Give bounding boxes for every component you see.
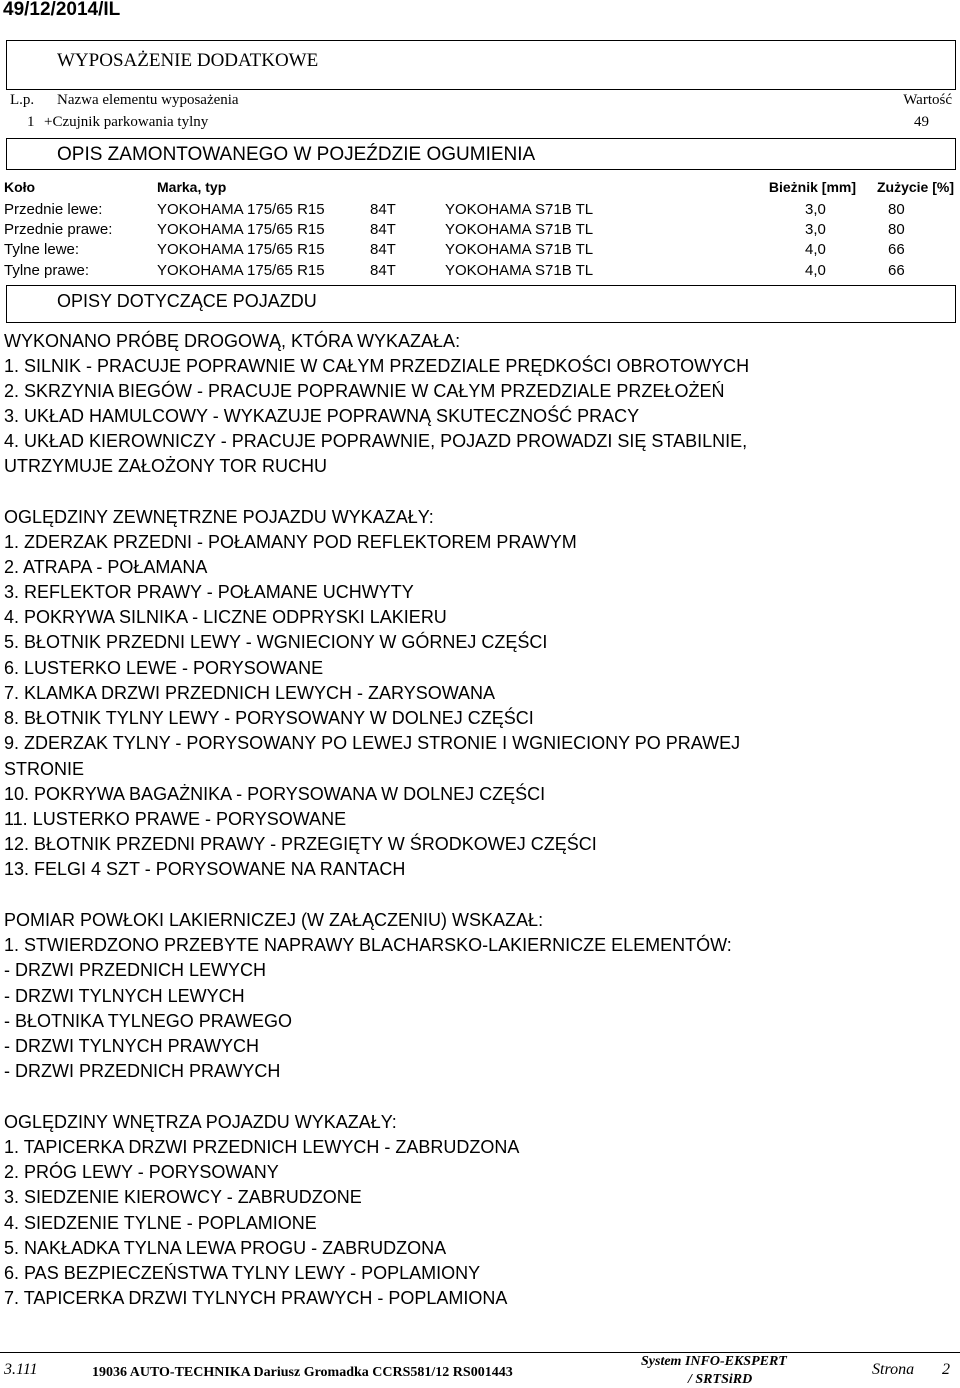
description-line: 4. SIEDZENIE TYLNE - POPLAMIONE (4, 1213, 317, 1233)
description-line: 1. SILNIK - PRACUJE POPRAWNIE W CAŁYM PRZEDZIALE PRĘDKOŚCI OBROTOWYCH (4, 356, 750, 376)
description-line: 3. UKŁAD HAMULCOWY - WYKAZUJE POPRAWNĄ SKUTECZNOŚĆ PRACY (4, 406, 640, 426)
description-line: OGLĘDZINY WNĘTRZA POJAZDU WYKAZAŁY: (4, 1112, 397, 1132)
description-line: STRONIE (4, 759, 85, 779)
description-line: 4. UKŁAD KIEROWNICZY - PRACUJE POPRAWNIE, POJAZD PROWADZI SIĘ STABILNIE, (4, 431, 748, 451)
tire-wear: 80 (888, 201, 905, 218)
description-line: POMIAR POWŁOKI LAKIERNICZEJ (W ZAŁĄCZENIU) WSKAZAŁ: (4, 910, 544, 930)
equipment-header-value: Wartość (903, 92, 952, 108)
description-line: 5. NAKŁADKA TYLNA LEWA PROGU - ZABRUDZONA (4, 1238, 447, 1258)
description-line: 11. LUSTERKO PRAWE - PORYSOWANE (4, 809, 347, 829)
equipment-row-value: 49 (914, 114, 929, 130)
tire-wear: 80 (888, 221, 905, 238)
footer-divider (0, 1352, 960, 1353)
description-line: 3. REFLEKTOR PRAWY - POŁAMANE UCHWYTY (4, 582, 414, 602)
description-line: 8. BŁOTNIK TYLNY LEWY - PORYSOWANY W DOLNEJ CZĘŚCI (4, 708, 534, 728)
description-line: - DRZWI PRZEDNICH LEWYCH (4, 960, 266, 980)
description-line: - BŁOTNIKA TYLNEGO PRAWEGO (4, 1011, 293, 1031)
tire-brand: YOKOHAMA 175/65 R15 (157, 262, 325, 279)
description-line: 1. STWIERDZONO PRZEBYTE NAPRAWY BLACHARSKO-LAKIERNICZE ELEMENTÓW: (4, 935, 732, 955)
tire-tread: 3,0 (805, 201, 826, 218)
description-line: - DRZWI PRZEDNICH PRAWYCH (4, 1061, 281, 1081)
equipment-row-number: 1 (27, 114, 35, 130)
description-line: 7. TAPICERKA DRZWI TYLNYCH PRAWYCH - POPLAMIONA (4, 1288, 508, 1308)
tires-section-title: OPIS ZAMONTOWANEGO W POJEŹDZIE OGUMIENIA (57, 144, 536, 165)
tire-wheel: Tylne prawe: (4, 262, 90, 279)
tire-load-index: 84T (370, 241, 396, 258)
tire-tread: 3,0 (805, 221, 826, 238)
description-line: 2. SKRZYNIA BIEGÓW - PRACUJE POPRAWNIE W CAŁYM PRZEDZIALE PRZEŁOŻEŃ (4, 381, 725, 401)
description-section-title: OPISY DOTYCZĄCE POJAZDU (57, 291, 317, 311)
table-row (0, 201, 960, 223)
tires-header-wheel: Koło (4, 179, 36, 195)
description-line: - DRZWI TYLNYCH LEWYCH (4, 986, 245, 1006)
description-line: OGLĘDZINY ZEWNĘTRZNE POJAZDU WYKAZAŁY: (4, 507, 434, 527)
footer-page-number: 2 (942, 1361, 950, 1378)
description-line: 6. PAS BEZPIECZEŃSTWA TYLNY LEWY - POPLAMIONY (4, 1263, 481, 1283)
tires-header-brand: Marka, typ (157, 179, 227, 195)
description-line: 4. POKRYWA SILNIKA - LICZNE ODPRYSKI LAKIERU (4, 607, 447, 627)
description-line: 1. ZDERZAK PRZEDNI - POŁAMANY POD REFLEKTOREM PRAWYM (4, 532, 577, 552)
description-line: 3. SIEDZENIE KIEROWCY - ZABRUDZONE (4, 1187, 362, 1207)
table-row (0, 241, 960, 263)
tire-tread: 4,0 (805, 262, 826, 279)
description-line: 6. LUSTERKO LEWE - PORYSOWANE (4, 658, 324, 678)
description-line: 10. POKRYWA BAGAŻNIKA - PORYSOWANA W DOLNEJ CZĘŚCI (4, 784, 546, 804)
footer-section-number: 3.111 (4, 1361, 38, 1378)
description-line: 12. BŁOTNIK PRZEDNI PRAWY - PRZEGIĘTY W ŚRODKOWEJ CZĘŚCI (4, 834, 597, 854)
description-line: WYKONANO PRÓBĘ DROGOWĄ, KTÓRA WYKAZAŁA: (4, 331, 461, 351)
description-line: 5. BŁOTNIK PRZEDNI LEWY - WGNIECIONY W GÓRNEJ CZĘŚCI (4, 632, 548, 652)
description-line: 7. KLAMKA DRZWI PRZEDNICH LEWYCH - ZARYSOWANA (4, 683, 496, 703)
tire-load-index: 84T (370, 221, 396, 238)
tire-tread: 4,0 (805, 241, 826, 258)
description-line: 9. ZDERZAK TYLNY - PORYSOWANY PO LEWEJ STRONIE I WGNIECIONY PO PRAWEJ (4, 733, 741, 753)
tire-brand: YOKOHAMA 175/65 R15 (157, 221, 325, 238)
tires-header-tread: Bieżnik [mm] (768, 179, 856, 195)
tire-load-index: 84T (370, 262, 396, 279)
tire-model: YOKOHAMA S71B TL (445, 262, 594, 279)
description-line: 2. ATRAPA - POŁAMANA (4, 557, 208, 577)
table-row (0, 221, 960, 243)
footer-system-sub: / SRTSiRD (688, 1372, 753, 1387)
tire-wear: 66 (888, 262, 905, 279)
tire-model: YOKOHAMA S71B TL (445, 221, 594, 238)
equipment-row-name: +Czujnik parkowania tylny (44, 114, 209, 130)
tire-wheel: Tylne lewe: (4, 241, 80, 258)
tire-wheel: Przednie prawe: (4, 221, 113, 238)
description-line: - DRZWI TYLNYCH PRAWYCH (4, 1036, 260, 1056)
footer-page-label: Strona (872, 1361, 915, 1378)
tires-header-wear: Zużycie [%] (876, 179, 954, 195)
equipment-header-lp: L.p. (10, 92, 35, 108)
equipment-section-title: WYPOSAŻENIE DODATKOWE (57, 50, 319, 71)
tire-brand: YOKOHAMA 175/65 R15 (157, 241, 325, 258)
tire-wheel: Przednie lewe: (4, 201, 103, 218)
tire-model: YOKOHAMA S71B TL (445, 201, 594, 218)
tire-wear: 66 (888, 241, 905, 258)
tire-model: YOKOHAMA S71B TL (445, 241, 594, 258)
description-line: 2. PRÓG LEWY - PORYSOWANY (4, 1162, 279, 1182)
footer-system: System INFO-EKSPERT (641, 1354, 787, 1369)
description-line: 13. FELGI 4 SZT - PORYSOWANE NA RANTACH (4, 859, 406, 879)
equipment-header-name: Nazwa elementu wyposażenia (57, 92, 239, 108)
description-line: UTRZYMUJE ZAŁOŻONY TOR RUCHU (4, 456, 328, 476)
table-row (0, 262, 960, 284)
footer-company: 19036 AUTO-TECHNIKA Dariusz Gromadka CCRS581/12 RS001443 (92, 1365, 513, 1380)
document-id: 49/12/2014/IL (3, 0, 121, 20)
description-line: 1. TAPICERKA DRZWI PRZEDNICH LEWYCH - ZABRUDZONA (4, 1137, 520, 1157)
tire-brand: YOKOHAMA 175/65 R15 (157, 201, 325, 218)
tire-load-index: 84T (370, 201, 396, 218)
